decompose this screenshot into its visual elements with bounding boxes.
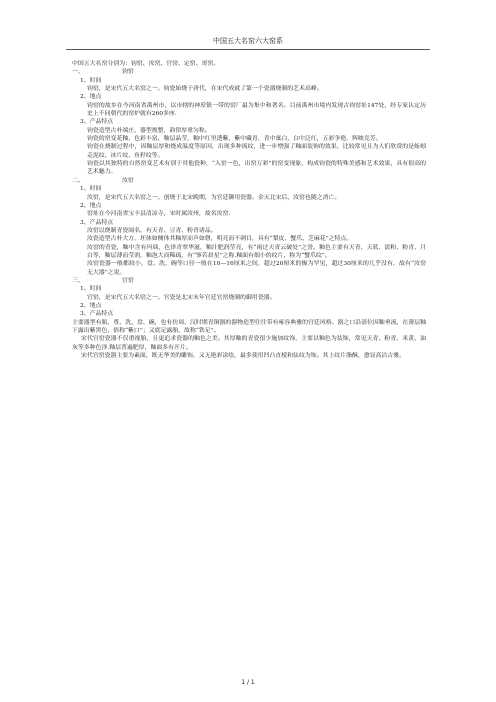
paragraph: 钧瓷的窑变花釉，色彩丰富，釉层晶莹，釉中红里透紫，紫中藏青，青中寓白，白中泛红，五彩争艳，辉映竞芳。 bbox=[87, 136, 382, 143]
paragraph: 宋代官窑瓷器不仅重视胎，且更追求瓷器的釉色之美。其厚釉的青瓷很少施加纹饰，主要以釉色为装饰，常见天青、粉青、米黄、油灰等多种色泽.釉层普遍肥厚，釉面多有开片。 bbox=[72, 336, 426, 351]
paragraph: 宋代官窑瓷器主要为素面，既无华美的雕饰，又无艳彩涂绘，最多使用凹凸直棱和弦纹为饰。其上纹片脂酥，愈显高洁古雅。 bbox=[81, 353, 405, 360]
section-heading bbox=[72, 177, 426, 185]
page-number: 1 / 1 bbox=[241, 679, 255, 686]
paragraph: 汝窑，是宋代五大名窑之一。创烧于北宋晚期，为官廷御用瓷器。金灭北宋后，汝窑也随之消亡。 bbox=[87, 194, 341, 201]
subheading-time: 1、时间 bbox=[80, 186, 102, 193]
paragraph: 钧瓷在烧制过程中，因釉层厚和烧成温度等原因，出现多种流纹，进一步增强了釉面装饰的效果，比较常见且为人们欣赏的是蚯蚓走泥纹、冰片纹、鱼籽纹等。 bbox=[87, 144, 426, 159]
paragraph: 汝窑以烧制青瓷闻名，有天青、豆青、粉青诸品。 bbox=[87, 227, 217, 234]
paragraph: 钧窑的故乡在今河南省禹州市，以市辖的神垕镇一带的窑厂最为集中和著名。目前禹州市境内发现古钧窑址147处，经专家认定历史上不同朝代的窑炉就有260多座. bbox=[87, 102, 426, 118]
paragraph: 汝瓷造型古朴大方，坯体如侧体其釉厚而声如磬，明亮而不刺目，具有“梨皮、蟹爪、芝麻花”之特点。 bbox=[87, 236, 353, 243]
section-heading bbox=[72, 68, 426, 76]
document-body bbox=[72, 60, 426, 360]
section-title: 钧窑 bbox=[122, 69, 134, 76]
subheading-place: 2、地点 bbox=[80, 94, 102, 101]
intro-paragraph: 中国五大名窑分别为：钧窑、汝窑、官窑、定窑、哥窑。 bbox=[72, 61, 220, 67]
paragraph: 主要器型有瓶、尊、洗、盘、碗，也有仿周、汉时期青铜器的器物造型往往带有雍容典雅的宫廷风格。器之口沿部位因釉垂流，在薄层釉下露出紫黑色，俗称“紫口”；又底足露胎，故称“铁足”。 bbox=[72, 319, 426, 334]
paragraph: 官窑，是宋代五大名窑之一。官瓷是北宋末年官廷官窑烧制的御用瓷器。 bbox=[87, 294, 276, 301]
section-heading bbox=[72, 277, 426, 285]
section-ru-kiln bbox=[72, 177, 426, 277]
subheading-time: 1、时间 bbox=[80, 77, 102, 84]
paragraph: 汝窑瓷器一般都较小，盘、洗、碗等口径一般在10—16厘米之间，超过20厘米的极为罕见，超过30厘米的几乎没有，故有“汝窑无大器”之说。 bbox=[87, 261, 426, 276]
subheading-time: 1、时间 bbox=[80, 286, 102, 293]
section-title: 汝窑 bbox=[122, 177, 134, 184]
paragraph: 钧瓷造型古朴端庄，器型规整，韵律厚重匀称。 bbox=[87, 127, 211, 134]
paragraph: 窑址在今河南省宝丰县清凉寺，宋时属汝州，故名汝窑. bbox=[87, 211, 231, 218]
subheading-features: 3、产品特点 bbox=[80, 119, 114, 126]
subheading-place: 2、地点 bbox=[80, 202, 102, 209]
section-jun-kiln bbox=[72, 68, 426, 176]
subheading-features: 3、产品特点 bbox=[80, 311, 114, 318]
section-number: 一、 bbox=[72, 69, 84, 76]
section-number: 三、 bbox=[72, 277, 84, 284]
section-title: 官窑 bbox=[122, 277, 134, 284]
paragraph: 汝窑的青瓷，釉中含有玛瑙，色泽青翠华滋，釉汁肥润莹亮，有“雨过天青云破处”之誉。釉色主要有天青、天蓝、淡粉、粉青、月白等，釉层薄而莹润，釉泡大而稀疏，有“寥若晨星”之称.釉面有细小的纹片，称为“蟹爪纹”。 bbox=[87, 244, 426, 259]
section-guan-kiln bbox=[72, 277, 426, 360]
paragraph: 钧瓷以其独特的自然窑变艺术有别于其他瓷种，“入窑一色，出窑万彩”的窑变现象，构成钧瓷的特殊美感和艺术效果，具有很高的艺术魅力。 bbox=[87, 161, 426, 176]
paragraph: 钧窑，是宋代五大名窑之一。钧瓷始烧于唐代，在宋代成就了第一个瓷器烧制的艺术高峰。 bbox=[87, 86, 323, 93]
subheading-place: 2、地点 bbox=[80, 302, 102, 309]
page-header: 中国五大名窑六大窑系 bbox=[213, 37, 283, 45]
subheading-features: 3、产品特点 bbox=[80, 219, 114, 226]
header-divider bbox=[66, 49, 430, 50]
section-number: 二、 bbox=[72, 177, 84, 184]
